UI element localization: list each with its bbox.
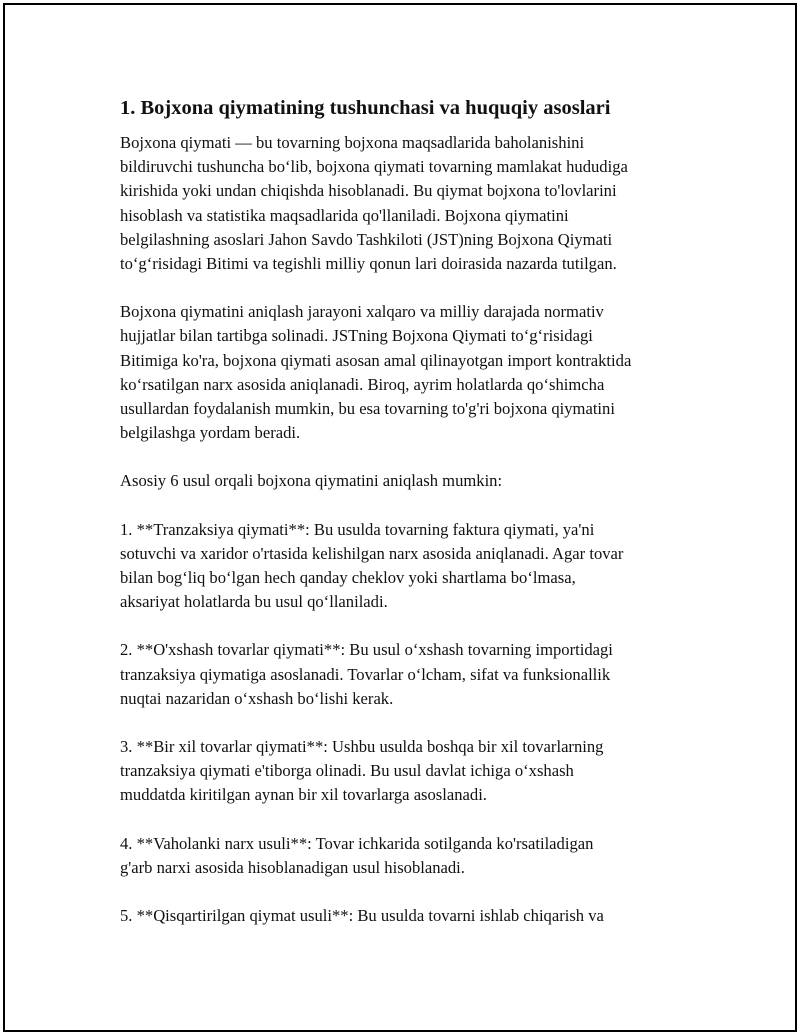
list-item-method-2 [120, 638, 710, 711]
text-line: nuqtai nazaridan o‘xshash bo‘lishi kerak. [120, 688, 394, 708]
text-line: bildiruvchi tushuncha bo‘lib, bojxona qiymati tovarning mamlakat hududiga [120, 157, 628, 177]
text-line: 2. **O'xshash tovarlar qiymati**: Bu usul o‘xshash tovarning importidagi [120, 640, 613, 660]
paragraph-process [120, 300, 710, 445]
text-line: 1. **Tranzaksiya qiymati**: Bu usulda tovarning faktura qiymati, ya'ni [120, 519, 595, 539]
paragraph-methods-intro [120, 469, 710, 493]
text-line: bilan bog‘liq bo‘lgan hech qanday cheklov yoki shartlama bo‘lmasa, [120, 568, 576, 588]
text-line: muddatda kiritilgan aynan bir xil tovarlarga asoslanadi. [120, 785, 487, 805]
text-line: 5. **Qisqartirilgan qiymat usuli**: Bu usulda tovarni ishlab chiqarish va [120, 906, 604, 926]
text-line: hisoblash va statistika maqsadlarida qo'llaniladi. Bojxona qiymatini [120, 205, 569, 225]
text-line: Bojxona qiymati — bu tovarning bojxona maqsadlarida baholanishini [120, 133, 585, 152]
list-item-method-5 [120, 904, 710, 928]
text-line: Asosiy 6 usul orqali bojxona qiymatini aniqlash mumkin: [120, 471, 503, 491]
document-body [120, 95, 710, 928]
text-line: usullardan foydalanish mumkin, bu esa tovarning to'g'ri bojxona qiymatini [120, 399, 615, 419]
text-line: belgilashga yordam beradi. [120, 423, 301, 443]
text-line: Bitimiga ko'ra, bojxona qiymati asosan amal qilinayotgan import kontraktida [120, 350, 632, 370]
text-line: Bojxona qiymatini aniqlash jarayoni xalqaro va milliy darajada normativ [120, 302, 604, 322]
text-line: aksariyat holatlarda bu usul qo‘llaniladi. [120, 592, 388, 612]
paragraph-intro [120, 131, 710, 276]
text-line: 3. **Bir xil tovarlar qiymati**: Ushbu usulda boshqa bir xil tovarlarning [120, 737, 604, 757]
text-line: 4. **Vaholanki narx usuli**: Tovar ichkarida sotilganda ko'rsatiladigan [120, 833, 594, 853]
document-page [3, 3, 797, 1032]
list-item-method-3 [120, 735, 710, 808]
list-item-method-4 [120, 832, 710, 880]
section-heading: 1. Bojxona qiymatining tushunchasi va huquqiy asoslari [120, 97, 611, 119]
text-line: belgilashning asoslari Jahon Savdo Tashkiloti (JST)ning Bojxona Qiymati [120, 229, 613, 249]
text-line: kirishida yoki undan chiqishda hisoblanadi. Bu qiymat bojxona to'lovlarini [120, 181, 617, 201]
text-line: g'arb narxi asosida hisoblanadigan usul hisoblanadi. [120, 857, 465, 877]
text-line: sotuvchi va xaridor o'rtasida kelishilgan narx asosida aniqlanadi. Agar tovar [120, 543, 624, 563]
text-line: hujjatlar bilan tartibga solinadi. JSTning Bojxona Qiymati to‘g‘risidagi [120, 326, 593, 346]
text-line: tranzaksiya qiymati e'tiborga olinadi. Bu usul davlat ichiga o‘xshash [120, 761, 574, 781]
text-line: tranzaksiya qiymatiga asoslanadi. Tovarlar o‘lcham, sifat va funksionallik [120, 664, 611, 684]
text-line: to‘g‘risidagi Bitimi va tegishli milliy qonun lari doirasida nazarda tutilgan. [120, 254, 617, 274]
list-item-method-1 [120, 518, 710, 615]
text-line: ko‘rsatilgan narx asosida aniqlanadi. Biroq, ayrim holatlarda qo‘shimcha [120, 374, 605, 394]
